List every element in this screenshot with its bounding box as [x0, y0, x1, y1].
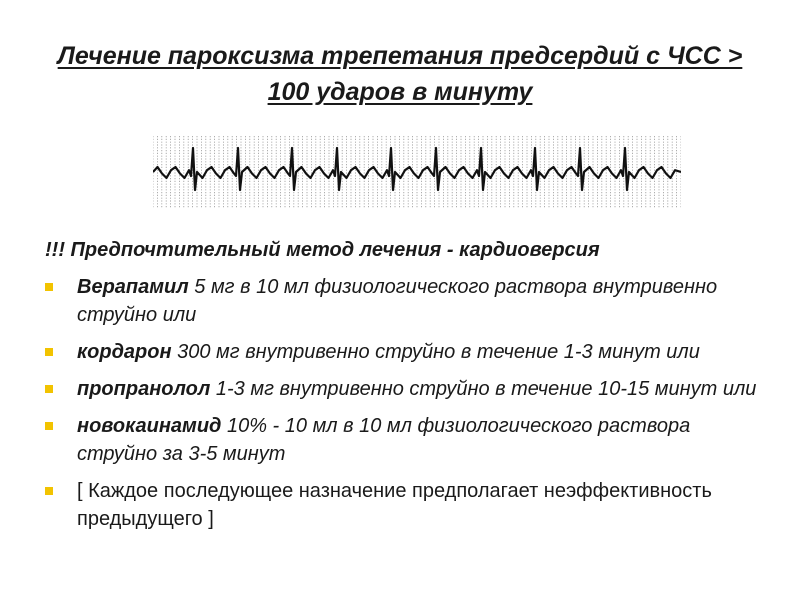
list-item-verapamil: [45, 273, 765, 329]
preferred-method-text: !!! Предпочтительный метод лечения - кардиоверсия: [45, 239, 600, 261]
square-bullet-icon: [45, 348, 53, 356]
square-bullet-icon: [45, 283, 53, 291]
drug-dosage: 300 мг внутривенно струйно в течение 1-3 минут или: [171, 341, 700, 363]
square-bullet-icon: [45, 422, 53, 430]
drug-name: новокаинамид: [77, 415, 222, 437]
drug-dosage: 5 мг в 10 мл физиологического раствора внутривенно струйно или: [77, 276, 718, 326]
slide-title: Лечение пароксизма трепетания предсердий с ЧСС > 100 ударов в минуту: [57, 42, 743, 106]
drug-dosage: 10% - 10 мл в 10 мл физиологического раствора струйно за 3-5 минут: [77, 415, 691, 465]
ecg-strip-image: [153, 136, 681, 208]
list-item-cordarone: [45, 338, 765, 366]
treatment-list: [45, 273, 765, 542]
list-item-propranolol: [45, 375, 765, 403]
square-bullet-icon: [45, 385, 53, 393]
drug-name: пропранолол: [77, 378, 211, 400]
list-item-note: [45, 477, 765, 533]
drug-name: кордарон: [77, 341, 172, 363]
drug-name: Верапамил: [77, 276, 189, 298]
list-item-novocainamide: [45, 412, 765, 468]
drug-dosage: 1-3 мг внутривенно струйно в течение 10-15 минут или: [210, 378, 757, 400]
note-text: [ Каждое последующее назначение предполагает неэффективность предыдущего ]: [77, 480, 712, 530]
square-bullet-icon: [45, 487, 53, 495]
